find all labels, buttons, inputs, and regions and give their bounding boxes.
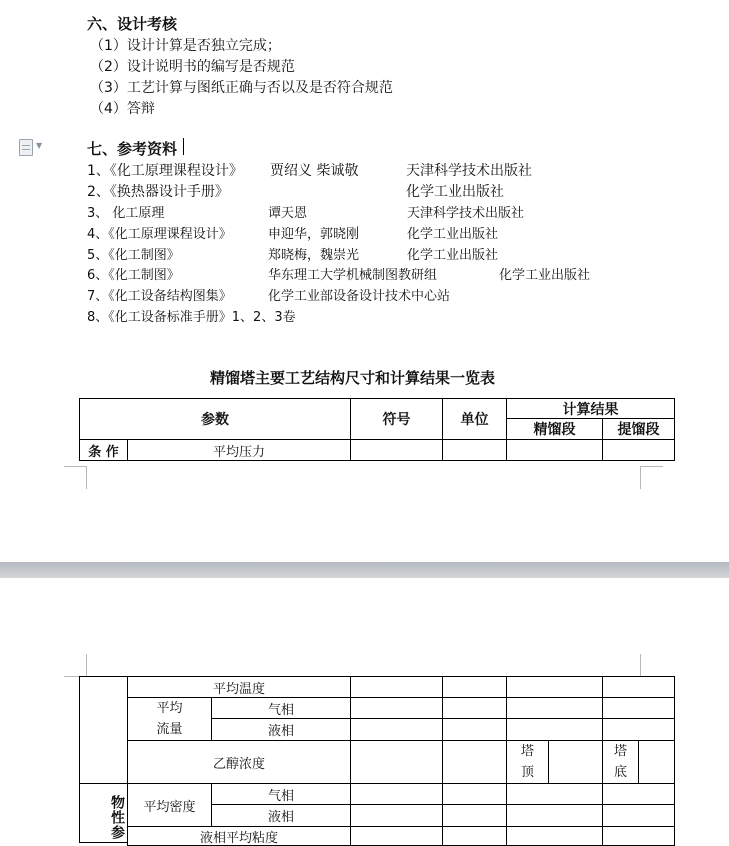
table-cell <box>602 718 675 741</box>
table-cell <box>506 718 603 741</box>
row-group-condition-cont <box>79 676 128 784</box>
ref-title: 6、《化工制图》 <box>87 268 180 283</box>
row-group-condition: 条 作 <box>79 439 128 461</box>
ref-title: 4、《化工原理课程设计》 <box>87 227 232 242</box>
document-icon[interactable] <box>19 139 33 156</box>
ref-publisher: 天津科学技术出版社 <box>407 206 525 221</box>
table-cell <box>442 740 507 784</box>
ref-author: 华东理工大学机械制图教研组 <box>268 268 438 283</box>
row-sublabel: 塔 底 <box>602 740 639 784</box>
ref-publisher: 天津科学技术出版社 <box>406 163 532 179</box>
text-cursor <box>183 138 184 155</box>
row-sublabel: 气相 <box>211 697 351 719</box>
ref-title: 3、 化工原理 <box>87 206 165 221</box>
section7-heading: 七、参考资料 <box>87 140 178 158</box>
ref-title: 1、《化工原理课程设计》 <box>87 163 243 179</box>
page-corner-mark <box>640 654 663 677</box>
ref-title: 8、《化工设备标准手册》1、2、3卷 <box>87 310 296 325</box>
section6-item: （2）设计说明书的编写是否规范 <box>90 59 295 75</box>
ref-publisher: 化学工业出版社 <box>499 268 591 283</box>
header-symbol: 符号 <box>350 398 443 440</box>
row-label: 平均压力 <box>127 439 351 461</box>
table-cell <box>506 826 603 846</box>
chevron-down-icon[interactable]: ▼ <box>36 141 43 150</box>
table-cell <box>442 697 507 719</box>
ref-title: 5、《化工制图》 <box>87 248 180 263</box>
table-cell <box>602 783 675 805</box>
table-cell <box>350 783 443 805</box>
table-cell <box>506 439 603 461</box>
row-sublabel: 液相 <box>211 718 351 741</box>
table-cell <box>506 697 603 719</box>
row-sublabel: 液相 <box>211 804 351 827</box>
table-cell <box>350 718 443 741</box>
header-rect: 精馏段 <box>506 418 603 440</box>
row-group-physical: 物性参 <box>79 783 128 843</box>
ref-title: 2、《换热器设计手册》 <box>87 184 229 200</box>
row-label: 平均温度 <box>127 676 351 698</box>
ref-author: 化学工业部设备设计技术中心站 <box>268 289 451 304</box>
row-label: 平均 流量 <box>127 697 212 741</box>
table-cell <box>602 697 675 719</box>
table-cell <box>548 740 603 784</box>
ref-publisher: 化学工业出版社 <box>407 248 499 263</box>
ref-author: 谭天恩 <box>268 206 308 221</box>
table-cell <box>350 826 443 846</box>
page-corner-mark <box>64 466 87 489</box>
header-param: 参数 <box>79 398 351 440</box>
table-cell <box>602 439 675 461</box>
table-cell <box>602 826 675 846</box>
header-strip: 提馏段 <box>602 418 675 440</box>
ref-author: 申迎华，郭晓刚 <box>268 227 360 242</box>
ref-author: 贾绍义 柴诚敬 <box>270 163 359 179</box>
table-cell <box>350 804 443 827</box>
table-cell <box>638 740 675 784</box>
table-title: 精馏塔主要工艺结构尺寸和计算结果一览表 <box>210 369 496 387</box>
table-cell <box>506 783 603 805</box>
section6-item: （4）答辩 <box>90 101 155 117</box>
page-separator <box>0 562 729 578</box>
page-corner-mark <box>64 654 87 677</box>
table-cell <box>442 826 507 846</box>
table-cell <box>350 439 443 461</box>
table-cell <box>442 783 507 805</box>
row-sublabel: 塔 顶 <box>506 740 549 784</box>
table-cell <box>442 439 507 461</box>
table-cell <box>442 804 507 827</box>
table-cell <box>602 804 675 827</box>
section6-item: （1）设计计算是否独立完成； <box>90 38 281 54</box>
table-cell <box>506 804 603 827</box>
ref-publisher: 化学工业出版社 <box>406 184 504 200</box>
row-label: 液相平均粘度 <box>127 826 351 846</box>
table-cell <box>350 676 443 698</box>
row-sublabel: 气相 <box>211 783 351 805</box>
section6-item: （3）工艺计算与图纸正确与否以及是否符合规范 <box>90 80 393 96</box>
header-unit: 单位 <box>442 398 507 440</box>
table-cell <box>442 718 507 741</box>
row-label: 平均密度 <box>127 783 212 827</box>
ref-publisher: 化学工业出版社 <box>407 227 499 242</box>
table-cell <box>350 740 443 784</box>
header-result: 计算结果 <box>506 398 675 419</box>
ref-title: 7、《化工设备结构图集》 <box>87 289 232 304</box>
section6-heading: 六、设计考核 <box>87 15 178 33</box>
table-cell <box>506 676 603 698</box>
page-corner-mark <box>640 466 663 489</box>
table-cell <box>350 697 443 719</box>
ref-author: 郑晓梅，魏崇光 <box>268 248 360 263</box>
table-cell <box>602 676 675 698</box>
table-cell <box>442 676 507 698</box>
row-label: 乙醇浓度 <box>127 740 351 784</box>
